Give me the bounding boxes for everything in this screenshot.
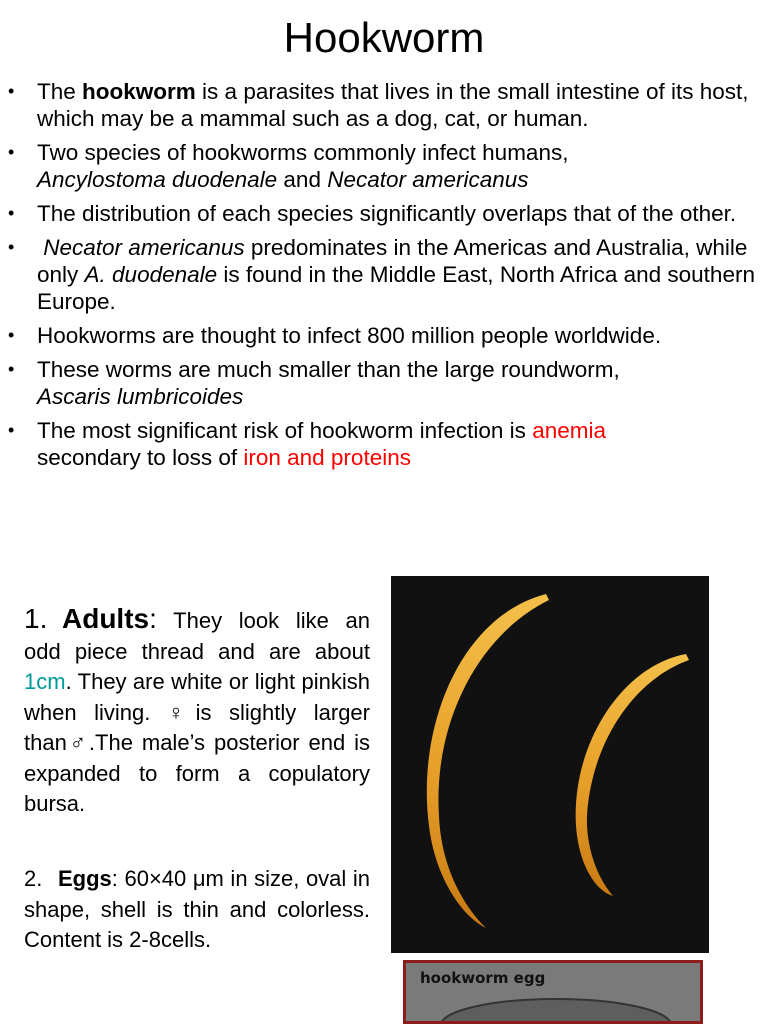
adults-heading: Adults: [62, 603, 150, 634]
worm-right: [576, 654, 689, 896]
page-title: Hookworm: [283, 14, 485, 61]
list-item: • The most significant risk of hookworm infection is anemia secondary to loss of iron and proteins: [8, 418, 606, 470]
worm-illustration: [391, 576, 709, 953]
bullet-list: [0, 78, 768, 478]
egg-image-caption: hookworm egg: [420, 969, 546, 987]
eggs-section: 2. Eggs: 60×40 μm in size, oval in shape, shell is thin and colorless. Content is 2-8cells.: [24, 866, 370, 952]
worm-left: [427, 594, 549, 928]
hookworm-adults-photo: [391, 576, 709, 953]
hookworm-egg-image: [403, 960, 703, 1024]
eggs-heading: Eggs: [58, 866, 112, 891]
list-item: • These worms are much smaller than the large roundworm, Ascaris lumbricoides: [8, 357, 620, 409]
list-item: • The hookworm is a parasites that lives in the small intestine of its host, which may be a mammal such as a dog, cat, or human.: [8, 79, 749, 131]
list-item: • Hookworms are thought to infect 800 million people worldwide.: [8, 323, 662, 348]
adults-section: 1. Adults: They look like an odd piece thread and are about 1cm. They are white or light pinkish when living. ♀is slightly larger than♂.The male’s posterior end is expanded to form a copulatory bursa.: [24, 603, 370, 816]
list-item: • Necator americanus predominates in the Americas and Australia, while only A. duodenale is found in the Middle East, North Africa and southern Europe.: [8, 235, 755, 314]
list-item: • Two species of hookworms commonly infect humans, Ancylostoma duodenale and Necator americanus: [8, 140, 569, 192]
list-item: • The distribution of each species significantly overlaps that of the other.: [8, 201, 737, 226]
